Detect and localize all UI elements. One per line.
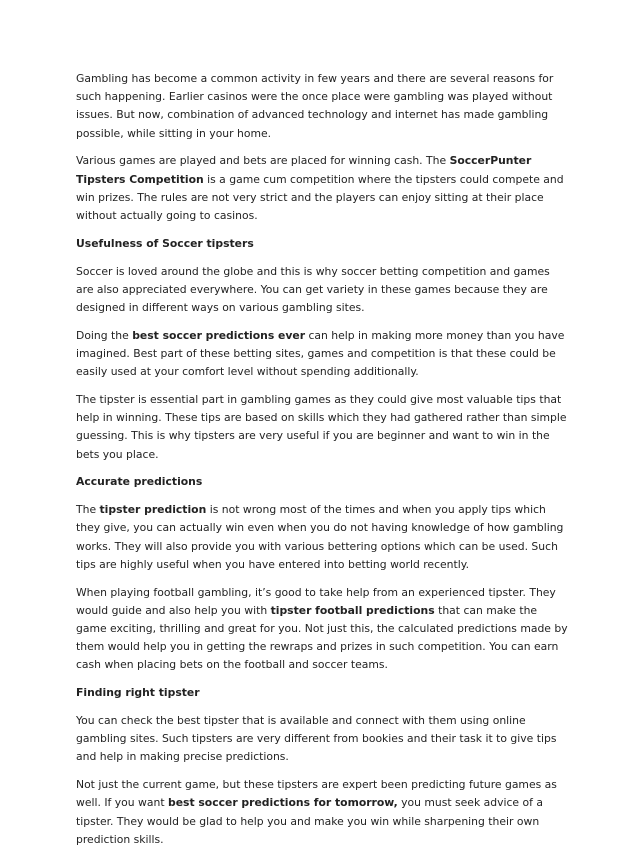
tipster-prediction-paragraph (76, 501, 568, 574)
text-run: you must seek advice of a tipster. They would be glad to help you and make you win while sharpening their own prediction skills. (76, 796, 543, 846)
text-run: The (76, 503, 100, 517)
section-heading-usefulness: Usefulness of Soccer tipsters (76, 236, 254, 250)
football-gambling-paragraph (76, 584, 568, 675)
text-run: is a game cum competition where the tipsters could compete and win prizes. The rules are not very strict and the players can enjoy sitting at their place without actually going to casinos. (76, 172, 564, 223)
text-run: When playing football gambling, it’s good to take help from an experienced tipster. They would guide and also help you with (76, 585, 556, 617)
text-run: Various games are played and bets are placed for winning cash. The (76, 154, 450, 168)
section-heading-finding: Finding right tipster (76, 686, 200, 700)
soccer-paragraph: Soccer is loved around the globe and this is why soccer betting competition and games are also appreciated everywhere. You can get variety in these games because they are designed in different ways on various gambling sites. (76, 264, 550, 315)
bold-term: tipster prediction (99, 503, 207, 517)
predictions-paragraph (76, 327, 568, 382)
bold-term: tipster football predictions (270, 603, 435, 617)
bold-term: best soccer predictions ever (132, 328, 306, 342)
best-tipster-paragraph: You can check the best tipster that is available and connect with them using online gambling sites. Such tipsters are very different from bookies and their task it to give tips and help in making precise predictions. (76, 714, 557, 764)
text-run: can help in making more money than you have imagined. Best part of these betting sites, games and competition is that these could be easily used at your comfort level without spending additionally. (76, 328, 565, 379)
text-run: is not wrong most of the times and when you apply tips which they give, you can actually win even when you do not having knowledge of how gambling works. They will also provide you with various bettering options which can be used. Such tips are highly useful when you have entered into betting world recently. (76, 503, 564, 571)
section-heading-accurate: Accurate predictions (76, 475, 203, 489)
future-games-paragraph (76, 776, 568, 849)
text-run: Doing the (76, 328, 133, 342)
text-run: Not just the current game, but these tipsters are expert been predicting future games as well. If you want (76, 778, 557, 810)
bold-term: SoccerPunter Tipsters Competition (76, 154, 532, 186)
tipster-essential-paragraph: The tipster is essential part in gambling games as they could give most valuable tips that help in winning. These tips are based on skills which they had gathered rather than simple guessing. This is why tipsters are very useful if you are beginner and want to win in the bets you place. (76, 393, 567, 461)
competition-paragraph (76, 152, 568, 225)
text-run: that can make the game exciting, thrilling and great for you. Not just this, the calculated predictions made by them would help you in getting the rewraps and prizes in such competition. You can earn cash when placing bets on the football and soccer teams. (76, 603, 568, 672)
document-page (76, 70, 568, 859)
intro-paragraph: Gambling has become a common activity in few years and there are several reasons for such happening. Earlier casinos were the once place were gambling was played without issues. But now, combination of advanced technology and internet has made gambling possible, while sitting in your home. (76, 72, 554, 140)
bold-term: best soccer predictions for tomorrow, (167, 796, 398, 810)
